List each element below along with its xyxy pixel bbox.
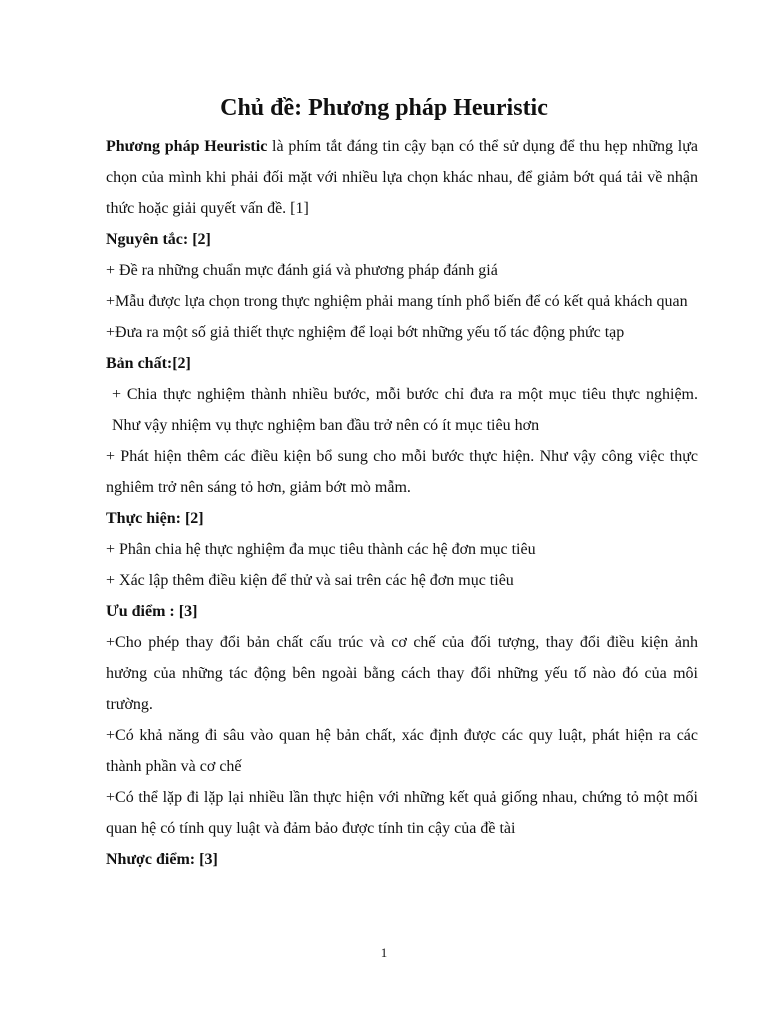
implementation-item: + Phân chia hệ thực nghiệm đa mục tiêu thành các hệ đơn mục tiêu — [106, 541, 536, 558]
intro-text: là phím tắt đáng tin cậy bạn có thể sử dụng để thu hẹp những lựa chọn của mình khi phải đối mặt với nhiều lựa chọn khác nhau, để giảm bớt quá tải về nhận thức hoặc giải quyết vấn đề. [1] — [106, 138, 698, 217]
principles-item: + Đề ra những chuẩn mực đánh giá và phương pháp đánh giá — [106, 262, 498, 279]
advantages-item: +Có thể lặp đi lặp lại nhiều lần thực hiện với những kết quả giống nhau, chứng tỏ một mối quan hệ có tính quy luật và đảm bảo được tính tin cậy của đề tài — [106, 789, 698, 837]
section-heading-implementation: Thực hiện: [2] — [106, 510, 204, 527]
section-heading-disadvantages: Nhược điểm: [3] — [106, 851, 218, 868]
section-heading-principles: Nguyên tắc: [2] — [106, 231, 211, 248]
intro-paragraph — [106, 131, 698, 224]
advantages-item: +Có khả năng đi sâu vào quan hệ bản chất, xác định được các quy luật, phát hiện ra các thành phần và cơ chế — [106, 727, 698, 775]
nature-item: + Phát hiện thêm các điều kiện bổ sung cho mỗi bước thực hiện. Như vậy công việc thực nghiêm trở nên sáng tỏ hơn, giảm bớt mò mẫm. — [106, 448, 698, 496]
advantages-item: +Cho phép thay đổi bản chất cấu trúc và cơ chế của đối tượng, thay đổi điều kiện ảnh hưởng của những tác động bên ngoài bằng cách thay đổi những yếu tố nào đó của môi trường. — [106, 634, 698, 713]
section-heading-nature: Bản chất:[2] — [106, 355, 191, 372]
intro-term: Phương pháp Heuristic — [106, 138, 268, 155]
principles-item: +Mẫu được lựa chọn trong thực nghiệm phải mang tính phổ biến để có kết quả khách quan — [106, 293, 688, 310]
page-title: Chủ đề: Phương pháp Heuristic — [220, 95, 548, 121]
document-body — [106, 131, 698, 875]
nature-item: + Chia thực nghiệm thành nhiều bước, mỗi bước chỉ đưa ra một mục tiêu thực nghiệm. Như vậy nhiệm vụ thực nghiệm ban đầu trở nên có ít mục tiêu hơn — [112, 386, 698, 434]
section-heading-advantages: Ưu điểm : [3] — [106, 603, 198, 620]
page-number: 1 — [380, 945, 388, 960]
implementation-item: + Xác lập thêm điều kiện để thử và sai trên các hệ đơn mục tiêu — [106, 572, 514, 589]
principles-item: +Đưa ra một số giả thiết thực nghiệm để loại bớt những yếu tố tác động phức tạp — [106, 324, 625, 341]
